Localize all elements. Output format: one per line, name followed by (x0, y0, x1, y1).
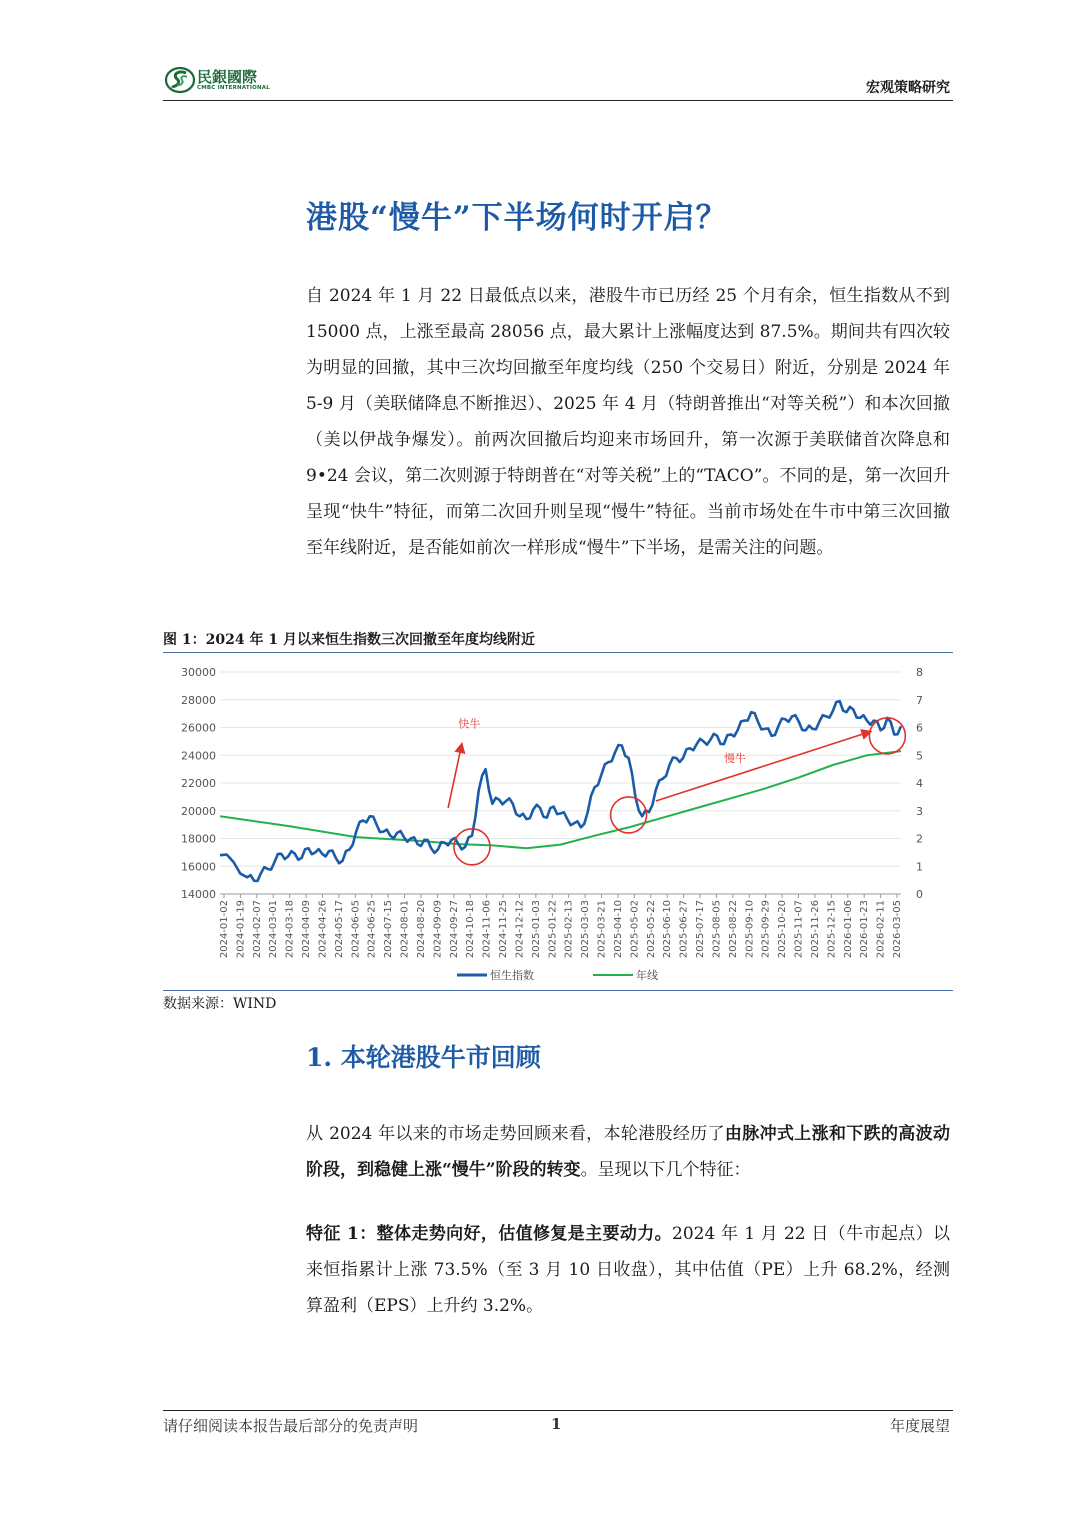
y-left-tick-label: 20000 (181, 804, 216, 818)
x-tick-label: 2026-03-05 (892, 900, 903, 959)
x-tick-label: 2024-10-18 (465, 900, 477, 959)
figure-top-divider (163, 652, 953, 653)
x-tick-label: 2026-02-11 (875, 900, 887, 959)
x-tick-label: 2024-08-20 (415, 900, 427, 959)
x-tick-label: 2024-03-18 (284, 900, 296, 959)
chart-x-axis (219, 894, 903, 958)
y-right-tick-label: 1 (916, 860, 923, 874)
p1-prefix: 从 2024 年以来的市场走势回顾来看，本轮港股经历了 (306, 1124, 725, 1144)
fast-bull-label: 快牛 (458, 717, 481, 731)
y-right-tick-label: 4 (916, 777, 923, 790)
header-divider (163, 100, 953, 101)
x-tick-label: 2024-11-25 (498, 900, 510, 959)
x-tick-label: 2025-12-15 (826, 900, 838, 959)
x-tick-label: 2025-04-10 (612, 900, 624, 959)
x-tick-label: 2024-06-25 (366, 900, 378, 959)
series-line-hsi (220, 701, 901, 881)
legend-label-ma: 年线 (636, 969, 658, 982)
x-tick-label: 2025-03-21 (596, 900, 608, 959)
footer-divider (163, 1410, 953, 1411)
x-tick-label: 2025-03-03 (580, 900, 592, 959)
x-tick-label: 2024-03-01 (268, 900, 280, 959)
x-tick-label: 2025-05-02 (629, 900, 641, 959)
x-tick-label: 2025-09-10 (744, 900, 756, 959)
x-tick-label: 2025-06-10 (662, 900, 674, 959)
fast-bull-arrow (448, 744, 462, 808)
x-tick-label: 2025-08-22 (727, 900, 739, 959)
logo-chinese-name: 民銀國際 (197, 68, 258, 86)
chart-left-axis (181, 666, 216, 901)
x-tick-label: 2024-01-02 (219, 900, 230, 959)
page-number: 1 (551, 1415, 562, 1433)
x-tick-label: 2025-07-17 (695, 900, 707, 959)
feature-1-text: 2024 年 1 月 22 日（牛市起点）以来恒指累计上涨 73.5%（至 3 月 10 日收盘），其中估值（PE）上升 68.2%，经测算盈利（EPS）上升约 3.2%。 (306, 1224, 951, 1316)
p1-bold: 由脉冲式上涨和下跌的高波动阶段，到稳健上涨“慢牛”阶段的转变 (306, 1124, 950, 1180)
y-right-tick-label: 8 (916, 666, 923, 679)
header-section-label: 宏观策略研究 (866, 80, 950, 96)
x-tick-label: 2025-05-22 (645, 900, 657, 959)
y-right-tick-label: 0 (916, 888, 923, 901)
x-tick-label: 2025-09-29 (760, 900, 772, 959)
legend-label-hsi: 恒生指数 (490, 969, 534, 982)
figure-caption: 图 1：2024 年 1 月以来恒生指数三次回撤至年度均线附近 (163, 632, 535, 648)
slow-bull-label: 慢牛 (723, 752, 746, 766)
x-tick-label: 2024-08-01 (399, 900, 411, 959)
footer-disclaimer: 请仔细阅读本报告最后部分的免责声明 (163, 1417, 419, 1435)
y-left-tick-label: 18000 (181, 832, 216, 846)
series-line-annual-ma (220, 751, 901, 848)
x-tick-label: 2024-06-05 (350, 900, 362, 959)
section-heading: 1. 本轮港股牛市回顾 (306, 1043, 541, 1072)
x-tick-label: 2024-09-27 (448, 900, 460, 959)
y-left-tick-label: 26000 (181, 721, 216, 735)
y-left-tick-label: 14000 (181, 888, 216, 901)
x-tick-label: 2024-09-09 (432, 900, 444, 959)
x-tick-label: 2025-08-05 (711, 900, 723, 959)
y-left-tick-label: 30000 (181, 666, 216, 679)
x-tick-label: 2025-11-26 (809, 900, 821, 959)
x-tick-label: 2025-01-22 (547, 900, 559, 959)
chart-grid (220, 672, 901, 894)
x-tick-label: 2024-02-07 (251, 900, 263, 959)
x-tick-label: 2024-01-19 (235, 900, 247, 959)
y-right-tick-label: 5 (916, 749, 923, 763)
x-tick-label: 2025-11-07 (793, 900, 805, 959)
x-tick-label: 2025-06-27 (678, 900, 690, 959)
logo-mark-icon (165, 66, 195, 94)
logo-english-name: CMBC INTERNATIONAL (197, 85, 270, 91)
feature-1-paragraph (306, 1216, 950, 1324)
x-tick-label: 2025-02-13 (563, 900, 575, 959)
y-right-tick-label: 3 (916, 804, 923, 818)
x-tick-label: 2024-04-09 (301, 900, 313, 959)
chart-right-axis (916, 666, 923, 901)
y-right-tick-label: 2 (916, 832, 923, 846)
slow-bull-arrow (656, 732, 871, 801)
y-left-tick-label: 16000 (181, 860, 216, 874)
p1-suffix: 。呈现以下几个特征： (580, 1160, 751, 1180)
y-left-tick-label: 24000 (181, 749, 216, 763)
page-title: 港股“慢牛”下半场何时开启？ (306, 200, 728, 236)
y-right-tick-label: 6 (916, 721, 923, 735)
company-logo (165, 66, 275, 96)
intro-paragraph: 自 2024 年 1 月 22 日最低点以来，港股牛市已历经 25 个月有余，恒生指数从不到 15000 点，上涨至最高 28056 点，最大累计上涨幅度达到 87.5%。期间共有四次较为明显的回撤，其中三次均回撤至年度均线（250 个交易日）附近，分别是 2024 年 5-9 月（美联储降息不断推迟）、2025 年 4 月（特朗普推出“对等关税”）和本次回撤（美以伊战争爆发）。前两次回撤后均迎来市场回升，第一次源于美联储首次降息和 9•24 会议，第二次则源于特朗普在“对等关税”上的“TACO”。不同的是，第一次回升呈现“快牛”特征，而第二次回升则呈现“慢牛”特征。当前市场处在牛市中第三次回撤至年线附近，是否能如前次一样形成“慢牛”下半场，是需关注的问题。 (306, 286, 950, 558)
footer-label: 年度展望 (889, 1417, 950, 1435)
section-paragraph-1 (306, 1116, 950, 1188)
y-right-tick-label: 7 (916, 693, 923, 707)
chart-annotations (448, 717, 905, 865)
x-tick-label: 2024-11-06 (481, 900, 493, 959)
feature-1-heading: 特征 1：整体走势向好，估值修复是主要动力。 (306, 1224, 673, 1244)
figure-bottom-divider (163, 990, 953, 991)
pullback-circle (869, 718, 905, 754)
x-tick-label: 2026-01-06 (842, 900, 854, 959)
x-tick-label: 2025-01-03 (530, 900, 542, 959)
x-tick-label: 2024-07-15 (383, 900, 395, 959)
x-tick-label: 2024-04-26 (317, 900, 329, 959)
figure-source: 数据来源：WIND (163, 996, 277, 1012)
x-tick-label: 2024-12-12 (514, 900, 526, 959)
y-left-tick-label: 28000 (181, 693, 216, 707)
x-tick-label: 2025-10-20 (777, 900, 789, 959)
x-tick-label: 2024-05-17 (333, 900, 345, 959)
x-tick-label: 2026-01-23 (859, 900, 871, 959)
y-left-tick-label: 22000 (181, 777, 216, 790)
hsi-chart (163, 655, 953, 988)
chart-legend (457, 968, 658, 982)
